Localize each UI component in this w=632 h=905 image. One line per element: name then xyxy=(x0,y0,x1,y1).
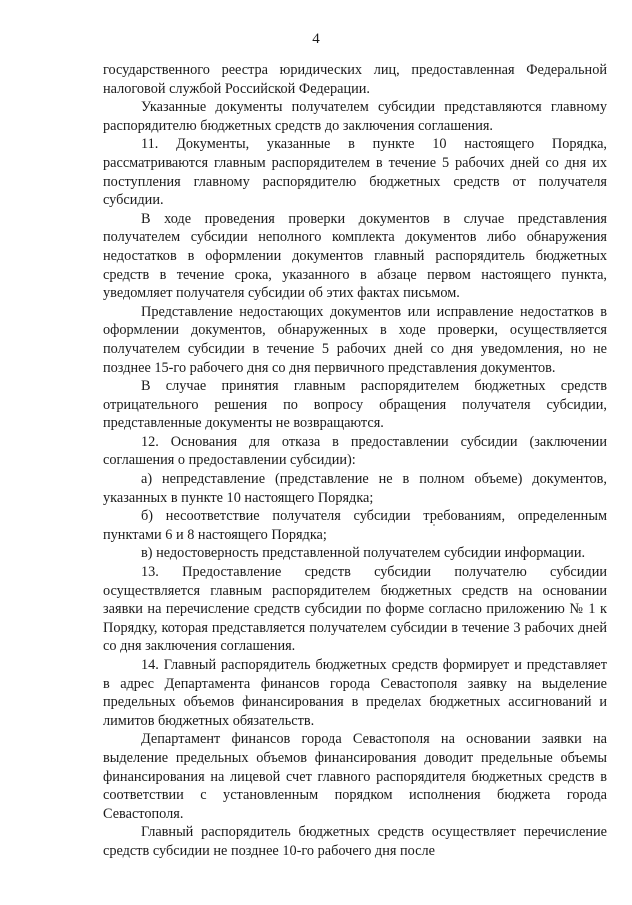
paragraph-document-check: В ходе проведения проверки документов в случае представления получателем субсидии неполного комплекта документов либо обнаружения недостатков в оформлении документов главный распорядитель бюджетных средств в течение срока, указанного в абзаце первом настоящего пункта, уведомляет получателя субсидии об этих фактах письмом. xyxy=(103,210,607,302)
paragraph-egrul-extract: государственного реестра юридических лиц, предоставленная Федеральной налоговой службой Российской Федерации. xyxy=(103,62,607,97)
paragraph-transfer-deadline: Главный распорядитель бюджетных средств осуществляет перечисление средств субсидии не позднее 10-го рабочего дня после xyxy=(103,824,607,859)
paragraph-clause-11: 11. Документы, указанные в пункте 10 настоящего Порядка, рассматриваются главным распорядителем в течение 5 рабочих дней со дня их поступления главному распорядителю бюджетных средств от получателя субсидии. xyxy=(103,136,607,209)
list-item-a: а) непредставление (представление не в полном объеме) документов, указанных в пункте 10 настоящего Порядка; xyxy=(103,471,607,506)
paragraph-missing-documents: Представление недостающих документов или исправление недостатков в оформлении документов, обнаруженных в ходе проверки, осуществляется получателем субсидии в течение 5 рабочих дней со дня уведомления, но не позднее 15-го рабочего дня со дня первичного представления документов. xyxy=(103,303,607,376)
paragraph-documents-submission: Указанные документы получателем субсидии представляются главному распорядителю бюджетных средств до заключения соглашения. xyxy=(103,99,607,134)
list-item-v: в) недостоверность представленной получателем субсидии информации. xyxy=(141,545,586,562)
document-body xyxy=(103,61,607,861)
paragraph-negative-decision: В случае принятия главным распорядителем бюджетных средств отрицательного решения по вопросу обращения получателя субсидии, представленные документы не возвращаются. xyxy=(103,378,607,432)
paragraph-clause-14: 14. Главный распорядитель бюджетных средств формирует и представляет в адрес Департамента финансов города Севастополя заявку на выделение предельных объемов финансирования в пределах бюджетных ассигнований и лимитов бюджетных обязательств. xyxy=(103,657,607,729)
list-item-b: б) несоответствие получателя субсидии требованиям, определенным пунктами 6 и 8 настоящего Порядка; xyxy=(103,508,607,543)
scan-speck xyxy=(433,524,435,526)
paragraph-clause-13: 13. Предоставление средств субсидии получателю субсидии осуществляется главным распорядителем бюджетных средств на основании заявки на перечисление средств субсидии по форме согласно приложению № 1 к Порядку, которая представляется получателем субсидии в течение 3 рабочих дней со дня заключения соглашения. xyxy=(103,564,607,655)
page-number: 4 xyxy=(312,31,320,47)
paragraph-clause-12: 12. Основания для отказа в предоставлении субсидии (заключении соглашения о предоставлении субсидии): xyxy=(103,433,607,469)
paragraph-finance-department: Департамент финансов города Севастополя на основании заявки на выделение предельных объемов финансирования доводит предельные объемы финансирования на лицевой счет главного распорядителя бюджетных средств в соответствии с установленным порядком исполнения бюджета города Севастополя. xyxy=(103,731,607,822)
